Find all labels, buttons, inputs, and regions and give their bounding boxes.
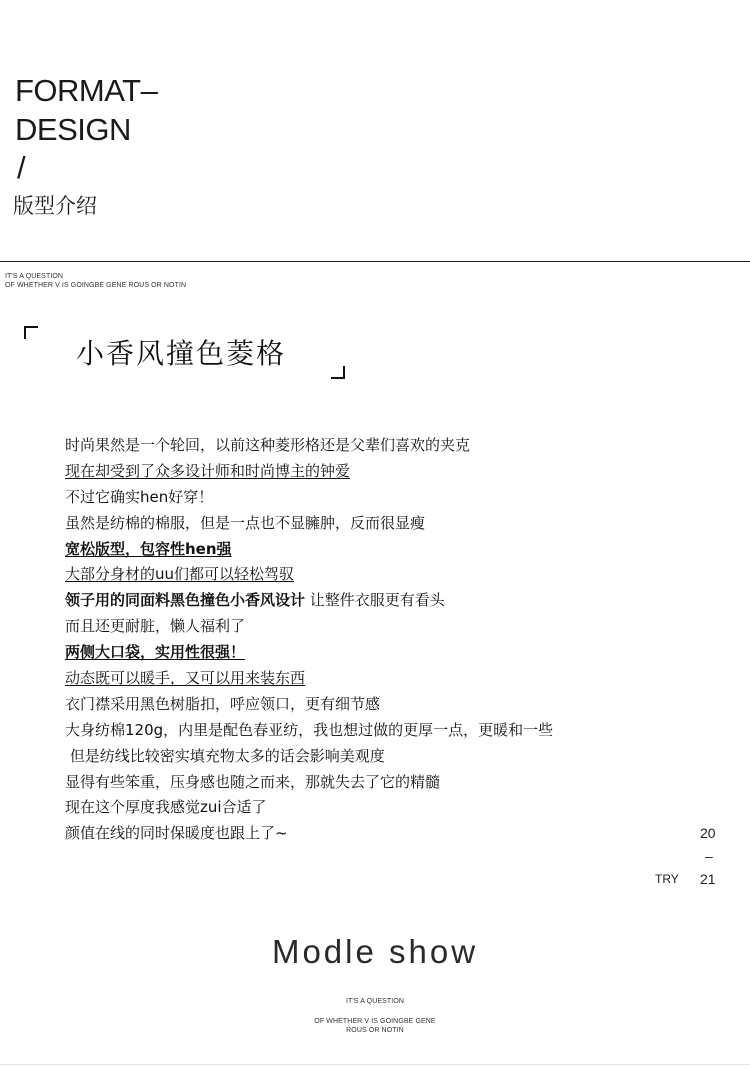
description-line: 时尚果然是一个轮回，以前这种菱形格还是父辈们喜欢的夹克 — [65, 436, 471, 454]
model-tagline-line1: IT'S A QUESTION — [345, 998, 405, 1005]
description-line: 大身纺棉120g，内里是配色春亚纺，我也想过做的更厚一点，更暖和一些 — [65, 720, 554, 739]
description-line: 让整件衣服更有看头 — [309, 591, 445, 610]
description-line: 领子用的同面料黑色撞色小香风设计 — [65, 591, 306, 610]
description-line: 两侧大口袋，实用性很强！ — [65, 643, 246, 662]
description-block — [65, 433, 665, 847]
description-line: 但是纺线比较密实填充物太多的话会影响美观度 — [65, 746, 385, 765]
model-tagline-line3: ROUS OR NOTIN — [346, 1027, 404, 1034]
description-line: 衣门襟采用黑色树脂扣，呼应领口，更有细节感 — [65, 694, 381, 713]
description-line: 不过它确实hen好穿！ — [65, 487, 214, 506]
model-tagline-line2: OF WHETHER V IS GOINGBE GENE — [314, 1018, 436, 1025]
year-label: TRY — [655, 872, 679, 886]
description-line: 显得有些笨重，压身感也随之而来，那就失去了它的精髓 — [65, 772, 441, 791]
model-show-title: Modle show — [271, 933, 479, 970]
description-line: 现在这个厚度我感觉zui合适了 — [65, 798, 267, 817]
year-top: 20 — [700, 825, 716, 841]
corner-bracket-top-left — [24, 326, 38, 339]
description-line: 大部分身材的uu们都可以轻松驾驭 — [65, 565, 295, 584]
description-line: 而且还更耐脏，懒人福利了 — [65, 617, 246, 636]
description-line: 虽然是纺棉的棉服，但是一点也不显臃肿，反而很显瘦 — [65, 513, 426, 532]
description-line: 宽松版型，包容性hen强 — [65, 539, 232, 558]
title-design: DESIGN — [15, 112, 131, 147]
year-dash: – — [705, 848, 713, 864]
corner-bracket-bottom-right — [331, 366, 345, 379]
tagline-line2: OF WHETHER V IS GOINGBE GENE ROUS OR NOTIN — [5, 282, 187, 289]
subtitle-cn: 版型介绍 — [13, 194, 97, 218]
title-format: FORMAT– — [15, 73, 158, 108]
tagline-line1: IT'S A QUESTION — [5, 273, 64, 280]
bottom-divider — [0, 1064, 750, 1065]
description-line: 动态既可以暖手，又可以用来装东西 — [65, 669, 306, 688]
headline: 小香风撞色菱格 — [76, 337, 287, 370]
description-line: 现在却受到了众多设计师和时尚博主的钟爱 — [65, 461, 351, 480]
year-bottom: 21 — [700, 871, 716, 887]
title-slash: / — [17, 150, 26, 185]
header-divider — [0, 261, 750, 262]
description-line: 颜值在线的同时保暖度也跟上了~ — [65, 824, 288, 843]
